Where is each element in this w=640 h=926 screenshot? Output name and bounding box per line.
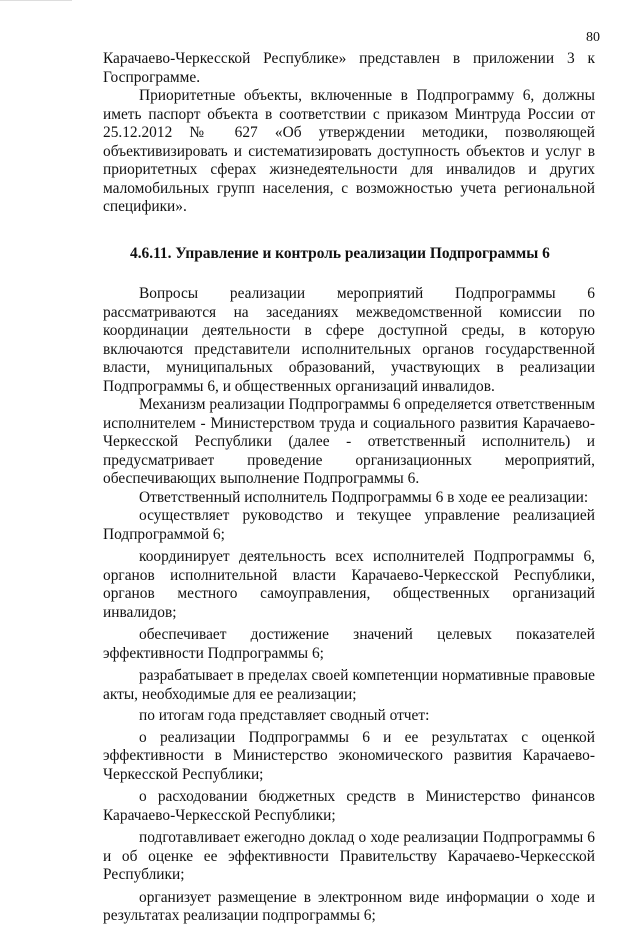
paragraph-commission: Вопросы реализации мероприятий Подпрограммы 6 рассматриваются на заседаниях межведомственной комиссии по координации деятельности в сфере доступной среды, в которую включаются представители исполнительных органов государственной власти, муниципальных образований, участвующих в реализации Подпрограммы 6, и общественных организаций инвалидов. bbox=[103, 285, 595, 395]
list-item-management: осуществляет руководство и текущее управление реализацией Подпрограммой 6; bbox=[103, 507, 595, 543]
list-item-coordination: координирует деятельность всех исполнителей Подпрограммы 6, органов исполнительной власти Карачаево-Черкесской Республики, органов местного самоуправления, общественных организаций инвалидов; bbox=[103, 548, 595, 621]
page-number: 80 bbox=[586, 30, 600, 45]
scan-edge-mark bbox=[0, 0, 72, 1]
list-item-annual-report: по итогам года представляет сводный отчет: bbox=[139, 707, 430, 724]
list-item-legal-acts: разрабатывает в пределах своей компетенции нормативные правовые акты, необходимые для ее реализации; bbox=[103, 667, 595, 703]
list-item-report-finance: о расходовании бюджетных средств в Министерство финансов Карачаево-Черкесской Республики; bbox=[103, 788, 595, 824]
list-item-targets: обеспечивает достижение значений целевых показателей эффективности Подпрограммы 6; bbox=[103, 626, 595, 662]
list-item-annual-doc: подготавливает ежегодно доклад о ходе реализации Подпрограммы 6 и об оценке ее эффективности Правительству Карачаево-Черкесской Республики; bbox=[103, 829, 595, 883]
paragraph-mechanism: Механизм реализации Подпрограммы 6 определяется ответственным исполнителем - Министерством труда и социального развития Карачаево-Черкесской Республики (далее - ответственный исполнитель) и предусматривает проведение организационных мероприятий, обеспечивающих выполнение Подпрограммы 6. bbox=[103, 396, 595, 487]
list-item-publication: организует размещение в электронном виде информации о ходе и результатах реализации подпрограммы 6; bbox=[103, 888, 595, 924]
paragraph-responsible-intro: Ответственный исполнитель Подпрограммы 6 в ходе ее реализации: bbox=[139, 488, 589, 506]
section-heading: 4.6.11. Управление и контроль реализации Подпрограммы 6 bbox=[130, 244, 550, 262]
page-content bbox=[103, 50, 595, 926]
list-item-report-economy: о реализации Подпрограммы 6 и ее результатах с оценкой эффективности в Министерство экономического развития Карачаево-Черкесской Республики; bbox=[103, 728, 595, 783]
paragraph-priority-objects: Приоритетные объекты, включенные в Подпрограмму 6, должны иметь паспорт объекта в соответствии с приказом Минтруда России от 25.12.2012 № 627 «Об утверждении методики, позволяющей объективизировать и систематизировать доступность объектов и услуг в приоритетных сферах жизнедеятельности для инвалидов и других маломобильных групп населения, с возможностью учета региональной специфики». bbox=[103, 87, 595, 215]
paragraph-continued: Карачаево-Черкесской Республике» представлен в приложении 3 к Госпрограмме. bbox=[103, 50, 595, 86]
